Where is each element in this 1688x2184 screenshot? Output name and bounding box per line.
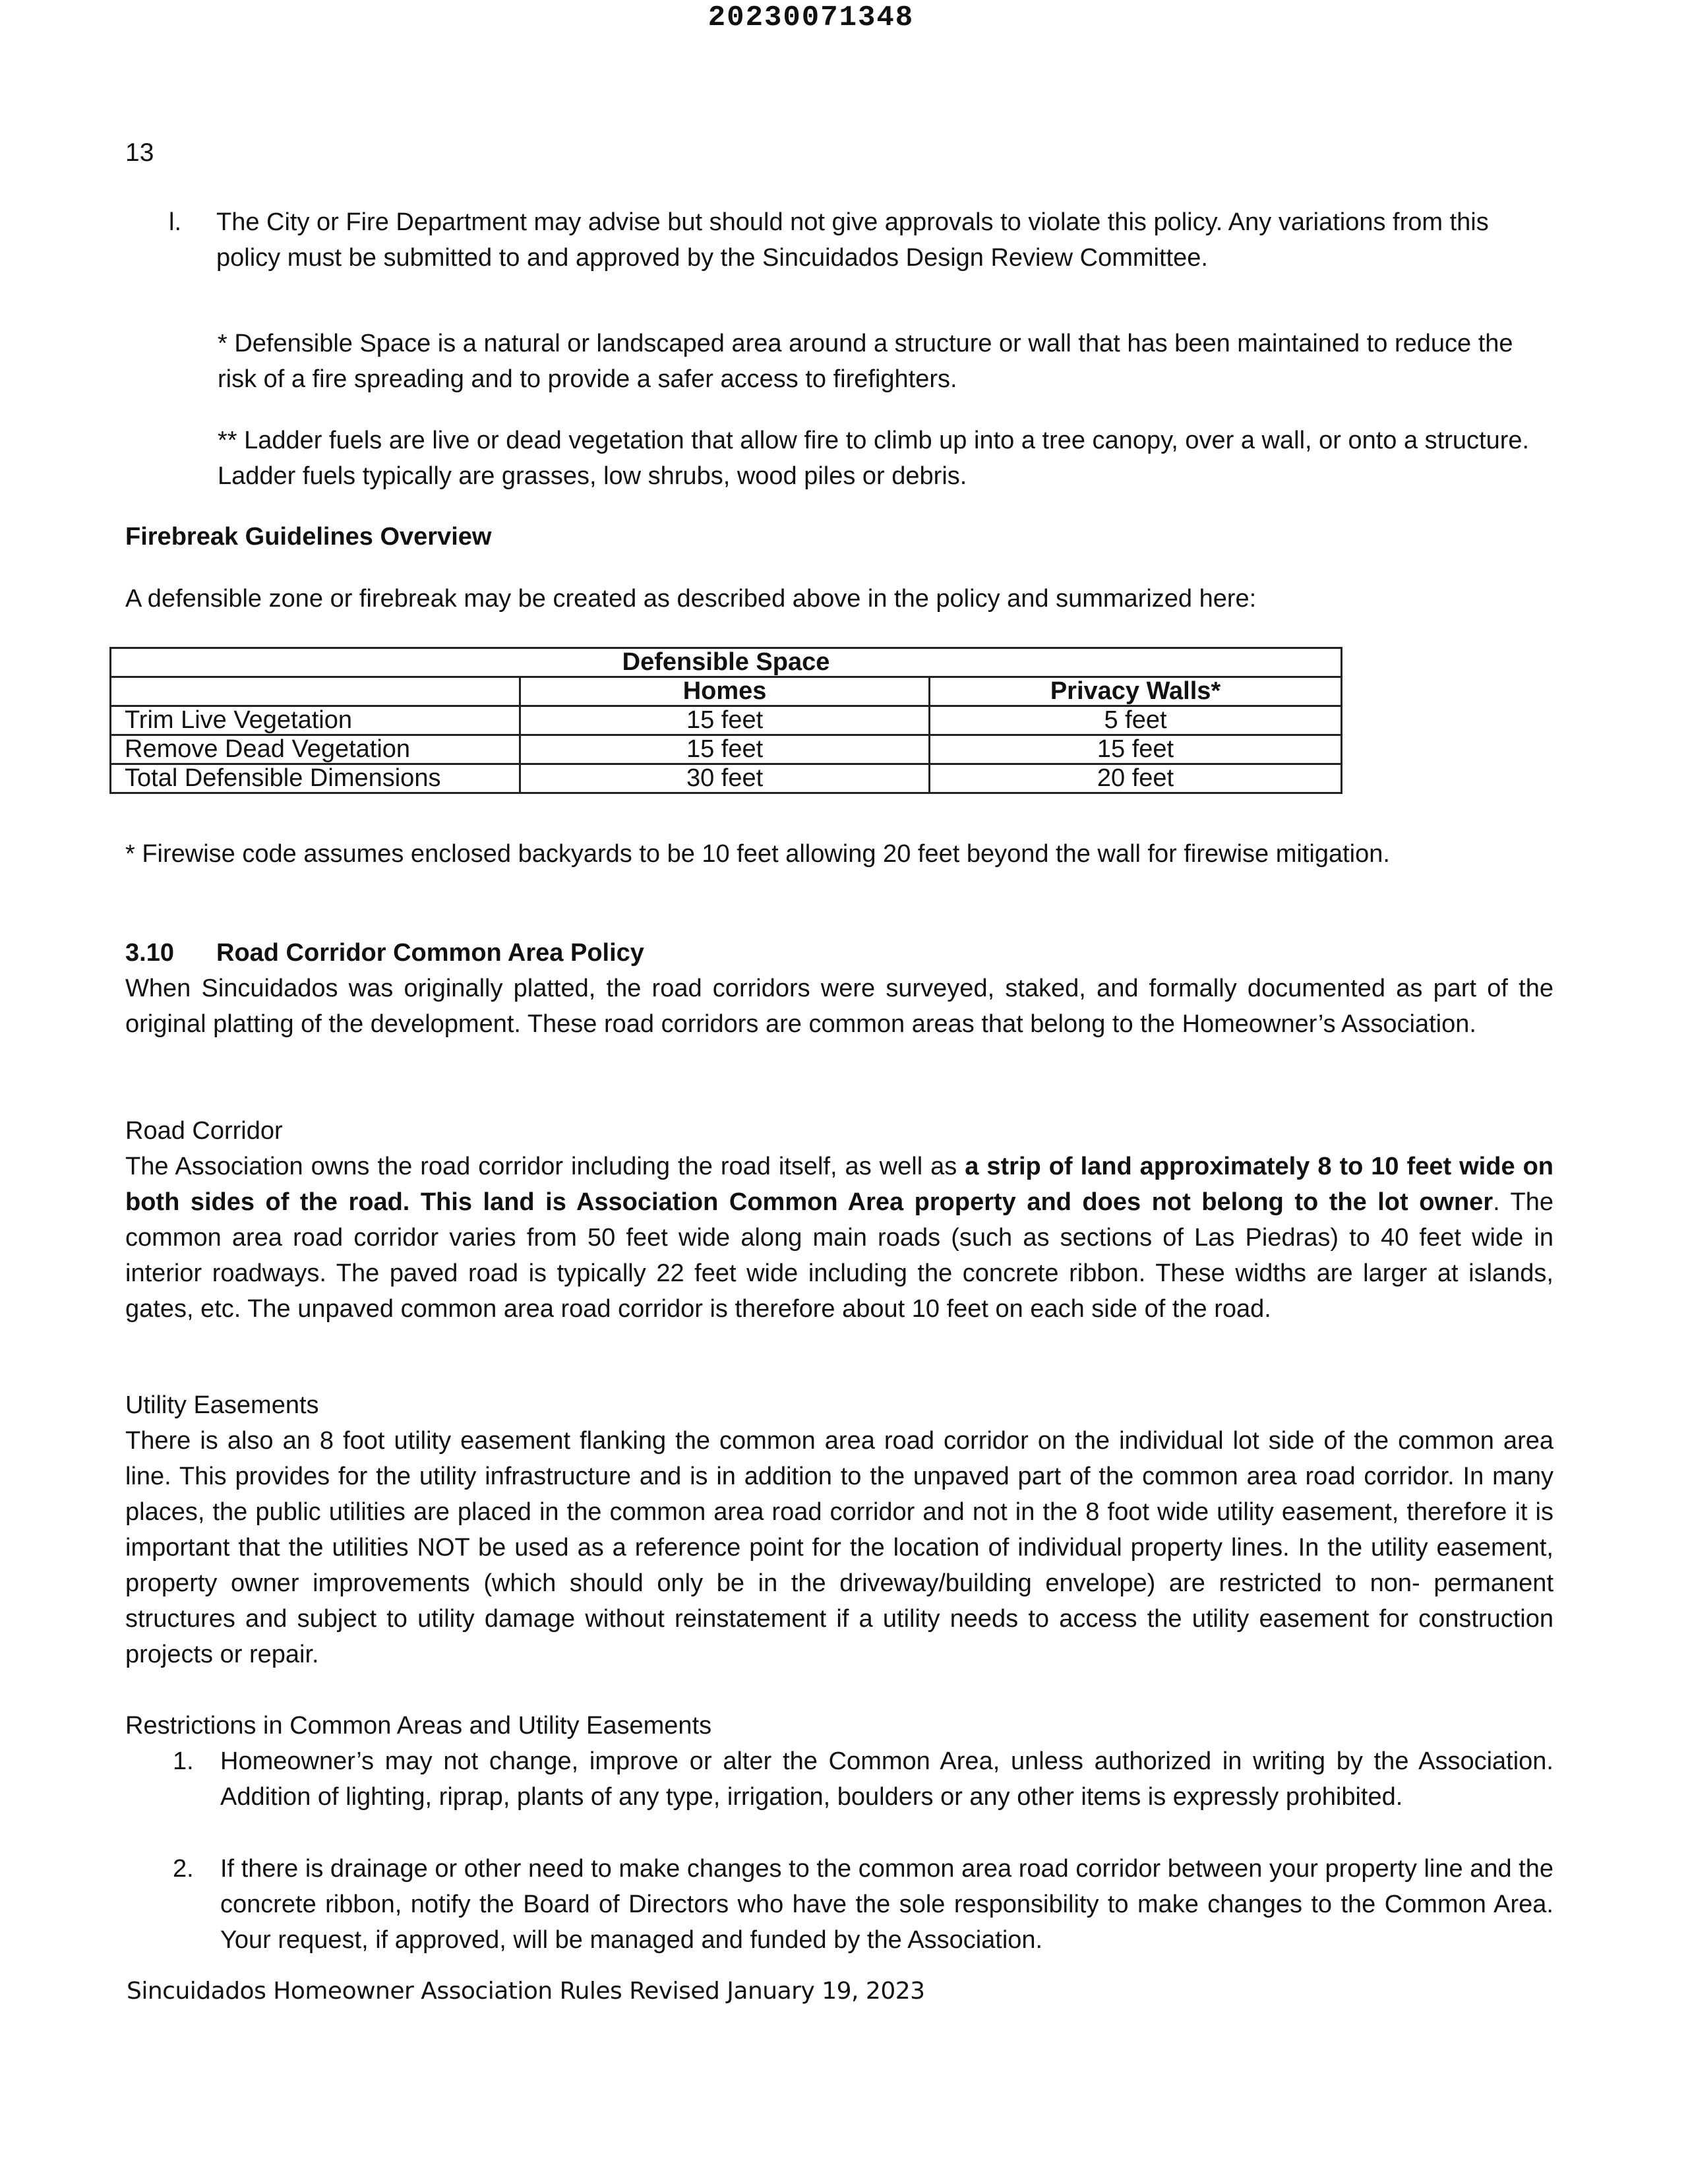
section-number: 3.10 [125,939,174,967]
cell-homes: 30 feet [520,764,930,793]
defensible-space-table [109,647,1342,794]
utility-easements-heading: Utility Easements [125,1391,319,1419]
recording-number: 20230071348 [708,1,915,34]
column-header-privacy-walls: Privacy Walls* [930,677,1342,706]
cell-privacy-walls: 15 feet [930,735,1342,764]
road-corridor-text-2: . The common area road corridor varies from 50 feet wide along main roads (such as sections of Las Piedras) to 40 feet wide in interior roadways. The paved road is typically 22 feet wide including the concrete ribbon. These widths are larger at islands, gates, etc. The unpaved common area road corridor is therefore about 10 feet on each side of the road. [125,1188,1553,1323]
road-corridor-paragraph [125,1149,1553,1327]
firebreak-intro: A defensible zone or firebreak may be created as described above in the policy and summarized here: [125,585,1257,613]
cell-privacy-walls: 5 feet [930,706,1342,735]
road-corridor-bold-text: a strip of land approximately 8 to 10 feet wide on both sides of the road. This land is Association Common Area property and does not belong to the lot owner [125,1153,1553,1216]
table-title: Defensible Space [111,648,1342,677]
policy-item-text: The City or Fire Department may advise but should not give approvals to violate this policy. Any variations from this policy must be submitted to and approved by the Sincuidados Design Review Committee. [216,208,1489,272]
section-title: Road Corridor Common Area Policy [216,939,644,967]
list-marker: 1. [173,1747,194,1775]
table-title-row [111,648,1342,677]
column-header-homes: Homes [520,677,930,706]
road-corridor-text-1: The Association owns the road corridor including the road itself, as well as [125,1153,965,1180]
page-number: 13 [125,138,154,167]
cell-homes: 15 feet [520,706,930,735]
column-header-empty [111,677,520,706]
page-footer: Sincuidados Homeowner Association Rules Revised January 19, 2023 [127,1978,925,2005]
restriction-text: If there is drainage or other need to make changes to the common area road corridor between your property line and the concrete ribbon, notify the Board of Directors who have the sole responsibility to make changes to the Common Area. Your request, if approved, will be managed and funded by the Association. [220,1855,1553,1954]
firewise-note: * Firewise code assumes enclosed backyards to be 10 feet allowing 20 feet beyond the wall for firewise mitigation. [125,840,1390,868]
list-marker: 2. [173,1855,194,1883]
row-label: Trim Live Vegetation [111,706,520,735]
table-header-row [111,677,1342,706]
table-row [111,735,1342,764]
cell-privacy-walls: 20 feet [930,764,1342,793]
row-label: Total Defensible Dimensions [111,764,520,793]
road-corridor-heading: Road Corridor [125,1117,283,1145]
restrictions-heading: Restrictions in Common Areas and Utility Easements [125,1712,712,1740]
row-label: Remove Dead Vegetation [111,735,520,764]
section-intro: When Sincuidados was originally platted, the road corridors were surveyed, staked, and formally documented as part of the original platting of the development. These road corridors are common areas that belong to the Homeowner’s Association. [125,975,1553,1038]
utility-easements-paragraph: There is also an 8 foot utility easement flanking the common area road corridor on the individual lot side of the common area line. This provides for the utility infrastructure and is in addition to the unpaved part of the common area road corridor. In many places, the public utilities are placed in the common area road corridor and not in the 8 foot wide utility easement, therefore it is important that the utilities NOT be used as a reference point for the location of individual property lines. In the utility easement, property owner improvements (which should only be in the driveway/building envelope) are restricted to non- permanent structures and subject to utility damage without reinstatement if a utility needs to access the utility easement for construction projects or repair. [125,1427,1553,1668]
section-heading [125,935,644,971]
footnote-defensible-space: * Defensible Space is a natural or landscaped area around a structure or wall that has been maintained to reduce the risk of a fire spreading and to provide a safer access to firefighters. [218,330,1513,393]
restriction-text: Homeowner’s may not change, improve or alter the Common Area, unless authorized in writing by the Association. Addition of lighting, riprap, plants of any type, irrigation, boulders or any other items is expressly prohibited. [220,1747,1553,1811]
list-marker: l. [169,208,181,236]
table-row [111,706,1342,735]
cell-homes: 15 feet [520,735,930,764]
firebreak-heading: Firebreak Guidelines Overview [125,523,492,551]
table-row [111,764,1342,793]
footnote-ladder-fuels: ** Ladder fuels are live or dead vegetation that allow fire to climb up into a tree canopy, over a wall, or onto a structure. Ladder fuels typically are grasses, low shrubs, wood piles or debris. [218,427,1530,490]
